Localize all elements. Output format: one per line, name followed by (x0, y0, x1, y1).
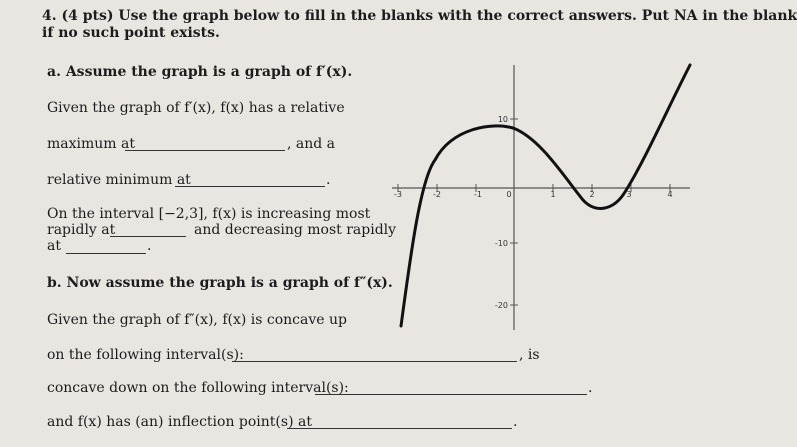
interval-line1: On the interval [−2,3], f(x) is increasing most (47, 206, 371, 222)
x-tick-label: -3 (394, 190, 402, 199)
concave-up-label: Given the graph of f″(x), f(x) is concave up (47, 312, 347, 328)
is-label: , is (519, 347, 540, 363)
rapidly-at-label: rapidly at (47, 222, 116, 238)
and-a-label: , and a (287, 136, 336, 152)
x-tick-label: 1 (550, 190, 556, 199)
x-tick-label: 2 (589, 190, 595, 199)
decreasing-rapidly-label: and decreasing most rapidly (194, 222, 397, 238)
at-label: at (47, 238, 61, 254)
part-b-heading: b. Now assume the graph is a graph of f″(x). (47, 275, 393, 291)
y-tick-label: 10 (497, 115, 508, 124)
at-period: . (147, 238, 152, 254)
y-tick-label: -10 (494, 239, 508, 248)
min-period: . (326, 172, 331, 188)
part-a-heading: a. Assume the graph is a graph of f′(x). (47, 64, 353, 80)
x-tick-label: 0 (506, 190, 512, 199)
question-header-line2: if no such point exists. (42, 25, 220, 41)
following-intervals-label: on the following interval(s): (47, 347, 244, 363)
concave-down-period: . (588, 380, 593, 396)
max-label: maximum at (47, 136, 135, 152)
x-tick-label: -1 (474, 190, 482, 199)
inflection-label: and f(x) has (an) inflection point(s) at (47, 414, 312, 430)
min-label: relative minimum at (47, 172, 191, 188)
x-tick-label: 3 (626, 190, 632, 199)
x-tick-label: 4 (667, 190, 673, 199)
question-header-line1: 4. (4 pts) Use the graph below to fill in the blanks with the correct answers. Put NA in the blank (42, 8, 797, 24)
concave-down-label: concave down on the following interval(s): (47, 380, 349, 396)
inflection-period: . (513, 414, 518, 430)
x-tick-label: -2 (433, 190, 441, 199)
derivative-curve (401, 65, 690, 326)
part-a-line1: Given the graph of f′(x), f(x) has a relative (47, 100, 345, 116)
y-tick-label: -20 (494, 301, 508, 310)
